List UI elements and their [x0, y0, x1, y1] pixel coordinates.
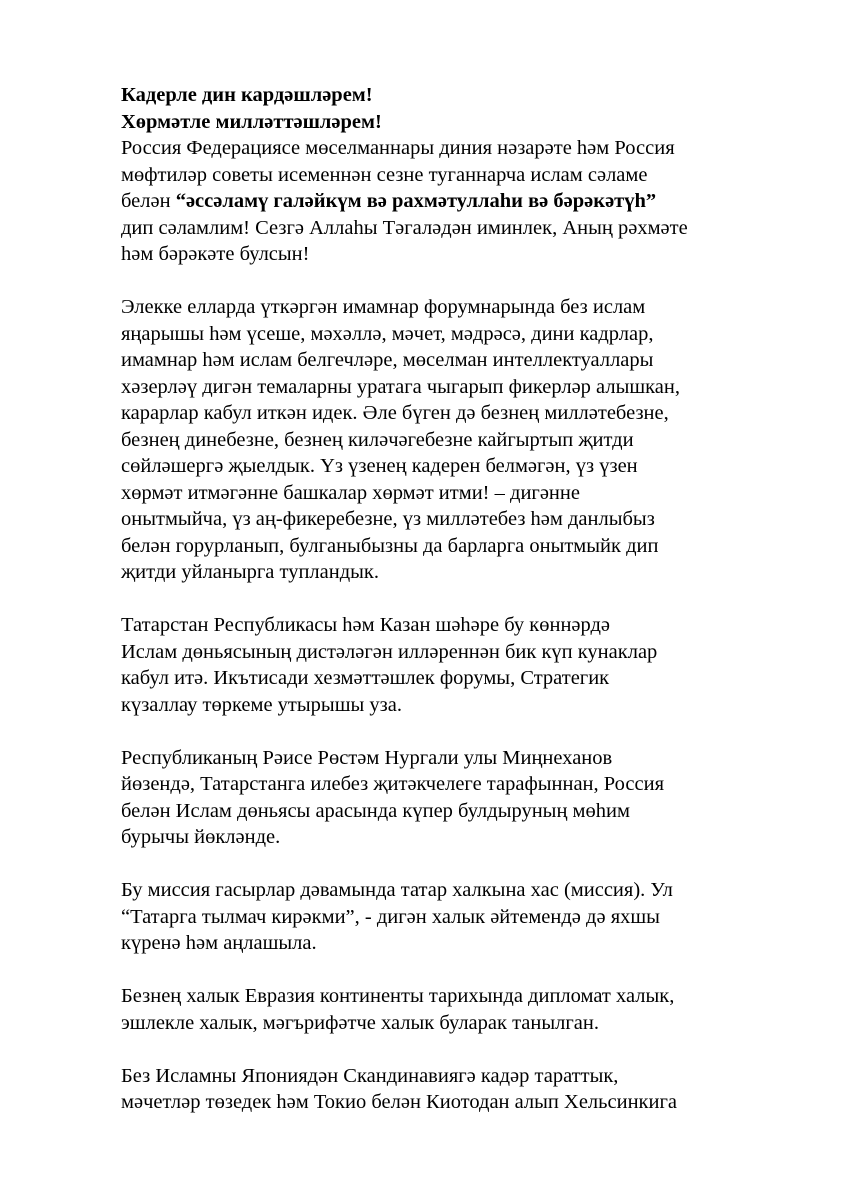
paragraph-line: мөфтиләр советы исеменнән сезне туганнарча ислам сәламе: [121, 163, 648, 186]
paragraph-gap: [121, 268, 799, 295]
paragraph-line: күренә һәм аңлашыла.: [121, 932, 317, 954]
paragraph-line: Элекке елларда үткәргән имамнар форумнарында без ислам: [121, 296, 646, 318]
paragraph-1: [121, 135, 799, 268]
paragraph-line: сөйләшергә җыелдык. Үз үзенең кадерен белмәгән, үз үзен: [121, 455, 638, 477]
paragraph-line: безнең динебезне, безнең киләчәгебезне кайгыртып җитди: [121, 428, 634, 451]
paragraph-line: дип сәламлим! Сезгә Аллаһы Тәгаләдән иминлек, Аның рәхмәте: [121, 216, 688, 239]
paragraph-line: бурычы йөкләнде.: [121, 826, 281, 848]
paragraph-7: [121, 1063, 799, 1116]
paragraph-line: Бу миссия гасырлар дәвамында татар халкына хас (миссия). Ул: [121, 879, 673, 901]
paragraph-line: карарлар кабул иткән идек. Әле бүген дә безнең милләтебезне,: [121, 402, 669, 424]
paragraph-line: Республиканың Рәисе Рөстәм Нургали улы Миңнеханов: [121, 746, 613, 769]
paragraph-line: имамнар һәм ислам белгечләре, мөселман интеллектуаллары: [121, 349, 654, 371]
paragraph-line: онытмыйча, үз аң-фикеребезне, үз милләтебез һәм данлыбыз: [121, 508, 655, 530]
salutation-prefix: белән: [121, 190, 176, 212]
paragraph-line: Ислам дөньясының дистәләгән илләреннән бик күп кунаклар: [121, 640, 658, 663]
paragraph-line: җитди уйланырга тупландык.: [121, 561, 380, 583]
paragraph-line: [121, 188, 799, 215]
paragraph-gap: [121, 586, 799, 613]
paragraph-gap: [121, 957, 799, 984]
paragraph-3: [121, 612, 799, 718]
paragraph-4: [121, 745, 799, 851]
paragraph-line: яңарышы һәм үсеше, мәхәллә, мәчет, мәдрәсә, дини кадрлар,: [121, 322, 654, 345]
salutation-bold: “әссәламү галәйкүм вә рахмәтуллаһи вә бәрәкәтүһ”: [175, 190, 657, 212]
paragraph-line: белән горурланып, булганыбызны да барларга онытмыйк дип: [121, 534, 659, 557]
paragraph-gap: [121, 1036, 799, 1063]
paragraph-line: мәчетләр төзедек һәм Токио белән Киотодан алып Хельсинкига: [121, 1091, 677, 1113]
paragraph-line: эшлекле халык, мәгърифәтче халык буларак танылган.: [121, 1011, 599, 1034]
paragraph-line: Россия Федерациясе мөселманнары диния нәзарәте һәм Россия: [121, 137, 675, 159]
paragraph-line: һәм бәрәкәте булсын!: [121, 243, 310, 265]
paragraph-gap: [121, 718, 799, 745]
paragraph-line: кабул итә. Икътисади хезмәттәшлек форумы, Стратегик: [121, 667, 610, 689]
paragraph-line: “Татарга тылмач кирәкми”, - дигән халык әйтемендә дә яхшы: [121, 905, 660, 928]
paragraph-5: [121, 877, 799, 957]
paragraph-gap: [121, 851, 799, 878]
greeting-line-1: Кадерле дин кардәшләрем!: [121, 84, 373, 106]
paragraph-6: [121, 983, 799, 1036]
paragraph-line: белән Ислам дөньясы арасында күпер булдыруның мөһим: [121, 799, 630, 822]
paragraph-line: Безнең халык Евразия континенты тарихында дипломат халык,: [121, 985, 675, 1007]
paragraph-line: хөрмәт итмәгәнне башкалар хөрмәт итми! – дигәнне: [121, 481, 580, 504]
paragraph-line: хәзерләү дигән темаларны уратага чыгарып фикерләр алышкан,: [121, 375, 680, 398]
paragraph-line: Без Исламны Япониядән Скандинавиягә кадәр тараттык,: [121, 1064, 619, 1087]
greeting-line-2: Хөрмәтле милләттәшләрем!: [121, 110, 382, 133]
paragraph-line: йөзендә, Татарстанга илебез җитәкчелеге тарафыннан, Россия: [121, 773, 665, 795]
paragraph-line: күзаллау төркеме утырышы уза.: [121, 693, 402, 716]
paragraph-2: [121, 294, 799, 586]
paragraph-line: Татарстан Республикасы һәм Казан шәһәре бу көннәрдә: [121, 614, 611, 636]
